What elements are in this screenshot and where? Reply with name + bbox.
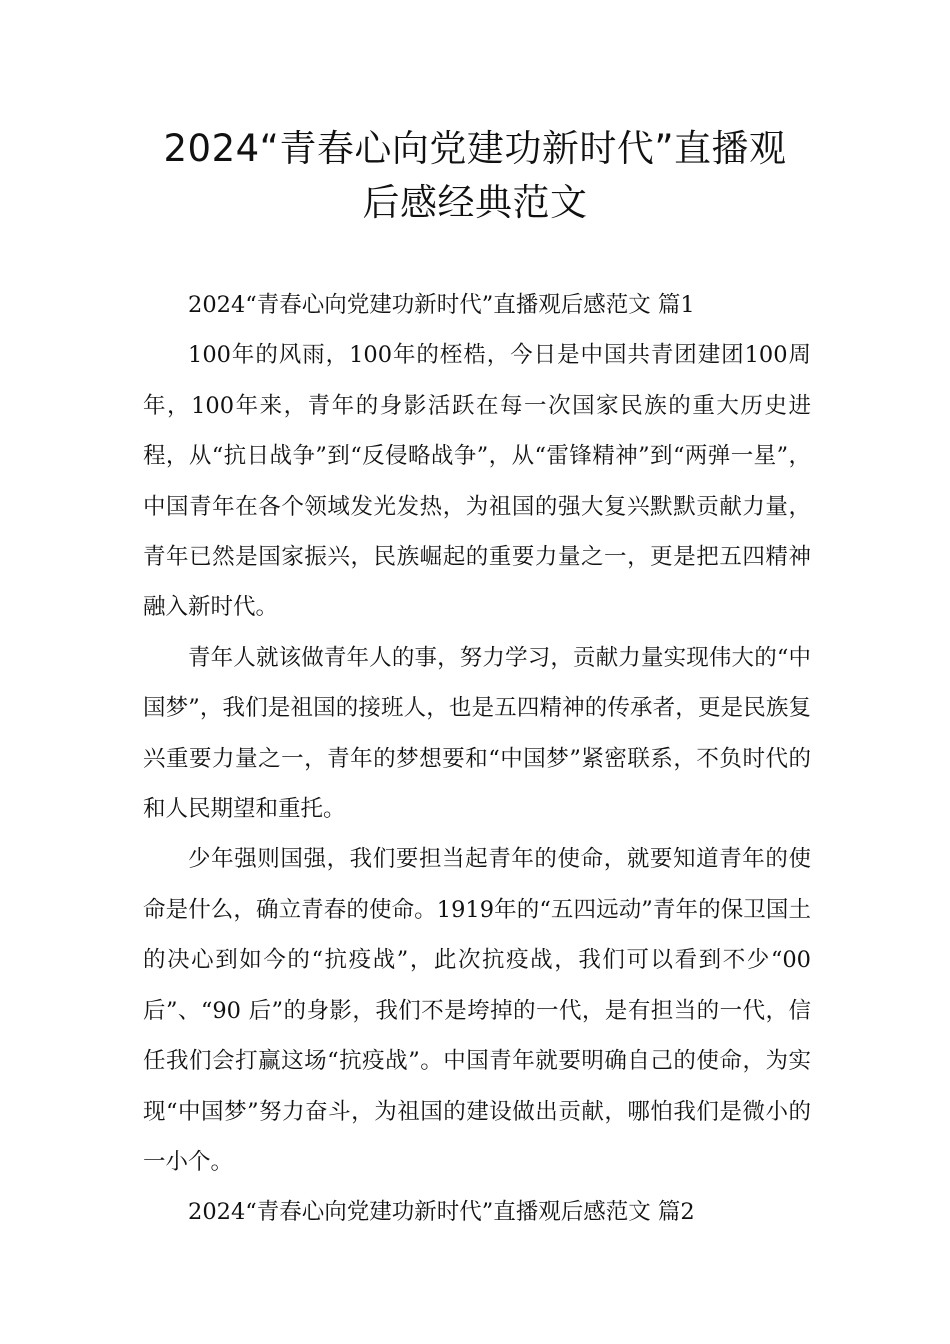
body-paragraph-1: 100年的风雨，100年的桎梏，今日是中国共青团建团100周年，100年来，青年的身影活跃在每一次国家民族的重大历史进程，从“抗日战争”到“反侵略战争”，从“雷锋精神”到“两弹一星”，中国青年在各个领域发光发热，为祖国的强大复兴默默贡献力量，青年已然是国家振兴，民族崛起的重要力量之一，更是把五四精神融入新时代。	[143, 342, 811, 621]
body-paragraph-2: 青年人就该做青年人的事，努力学习，贡献力量实现伟大的“中国梦”，我们是祖国的接班人，也是五四精神的传承者，更是民族复兴重要力量之一，青年的梦想要和“中国梦”紧密联系，不负时代的和人民期望和重托。	[143, 644, 811, 823]
section-heading-2: 2024“青春心向党建功新时代”直播观后感范文 篇2	[188, 1199, 695, 1226]
section-heading-1: 2024“青春心向党建功新时代”直播观后感范文 篇1	[188, 292, 695, 318]
document-title	[100, 122, 850, 230]
title-line-1: 2024“青春心向党建功新时代”直播观	[163, 127, 787, 170]
title-line-2: 后感经典范文	[362, 181, 588, 224]
document-body	[143, 280, 811, 1238]
body-paragraph-3: 少年强则国强，我们要担当起青年的使命，就要知道青年的使命是什么，确立青春的使命。1919年的“五四远动”青年的保卫国土的决心到如今的“抗疫战”，此次抗疫战，我们可以看到不少“00 后”、“90 后”的身影，我们不是垮掉的一代，是有担当的一代，信任我们会打赢这场“抗疫战”。中国青年就要明确自己的使命，为实现“中国梦”努力奋斗，为祖国的建设做出贡献，哪怕我们是微小的一小个。	[143, 846, 811, 1175]
